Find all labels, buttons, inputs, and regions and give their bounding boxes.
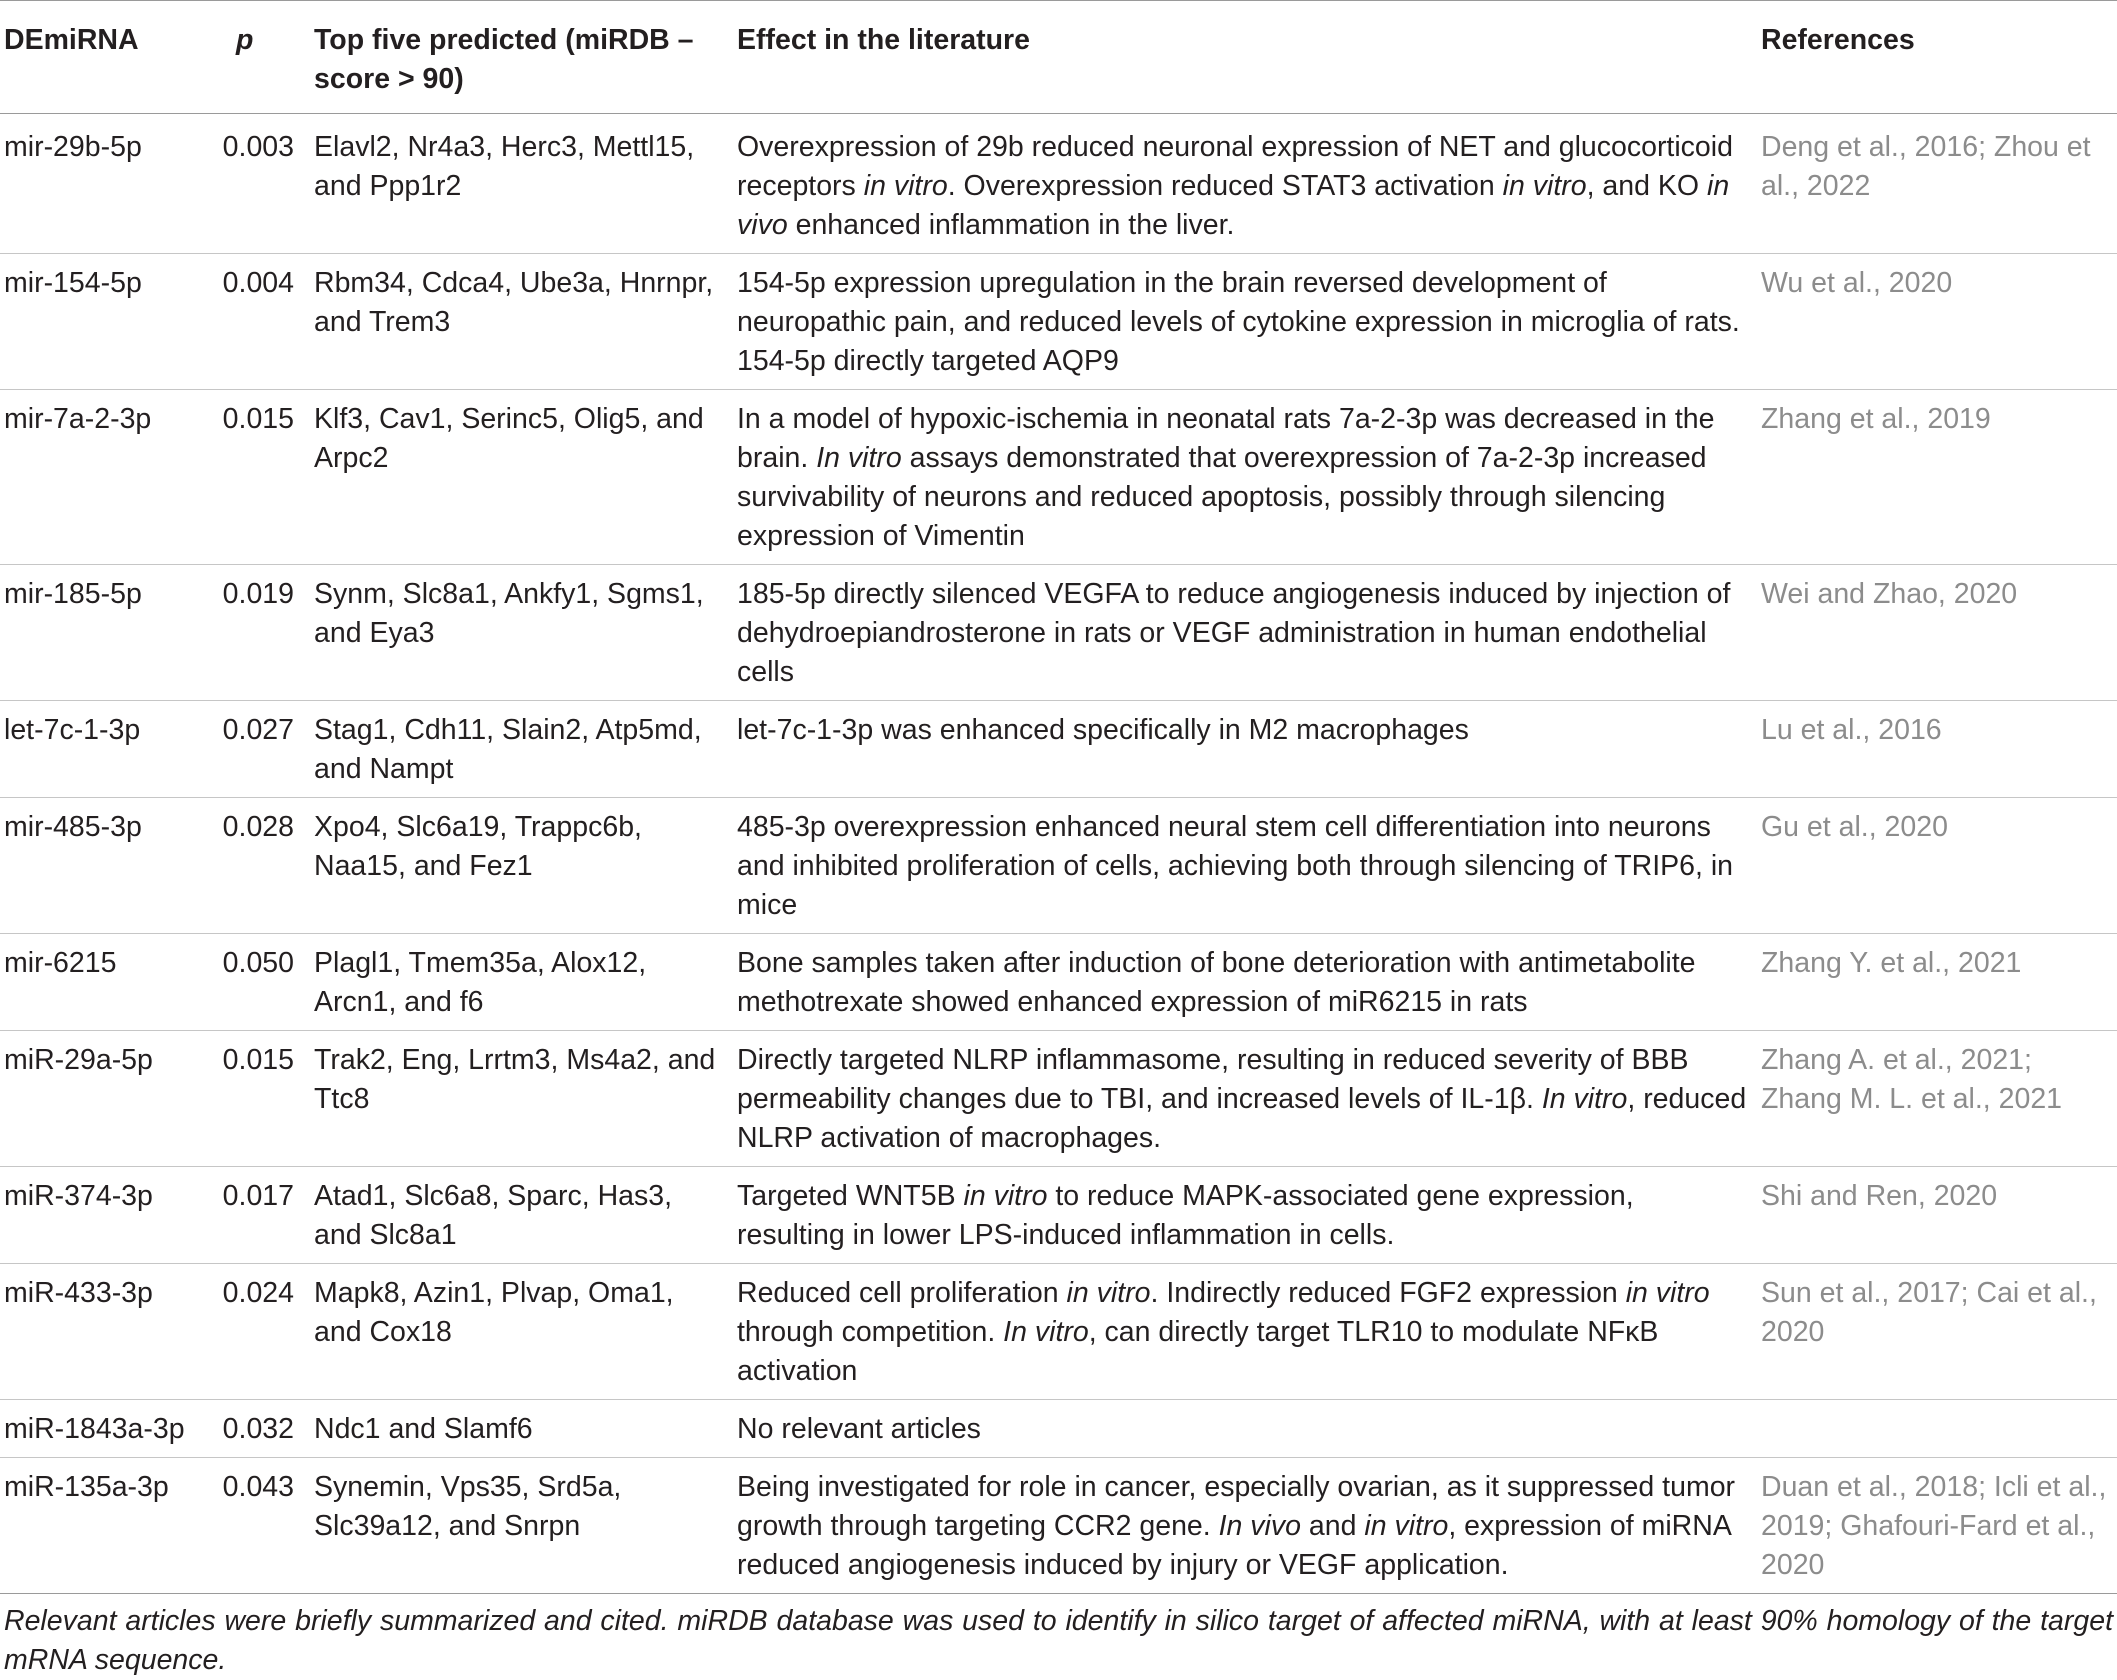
cell-references <box>1761 934 2117 1031</box>
reference-link[interactable]: Zhang Y. et al., 2021 <box>1761 947 2022 979</box>
cell-references <box>1761 565 2117 701</box>
cell-predicted-targets: Xpo4, Slc6a19, Trappc6b, Naa15, and Fez1 <box>314 798 737 934</box>
effect-text: enhanced inflammation in the liver. <box>787 209 1235 241</box>
cell-effect <box>737 1400 1761 1458</box>
effect-text: Bone samples taken after induction of bone deterioration with antimetabolite methotrexate showed enhanced expression of miR6215 in rats <box>737 947 1696 1018</box>
effect-text: 185-5p directly silenced VEGFA to reduce angiogenesis induced by injection of dehydroepiandrosterone in rats or VEGF administration in human endothelial cells <box>737 578 1731 688</box>
cell-effect <box>737 390 1761 565</box>
cell-demirna: mir-154-5p <box>0 254 214 390</box>
effect-text: Being investigated for role in cancer, especially ovarian, as it suppressed tumor growth through targeting CCR2 gene. <box>737 1471 1736 1542</box>
effect-text: , reduced NLRP activation of macrophages. <box>737 1083 1747 1154</box>
table-row <box>0 701 2117 798</box>
effect-italic-text: In vitro <box>1003 1316 1089 1348</box>
effect-text: . Overexpression reduced STAT3 activation <box>947 170 1503 202</box>
table-row <box>0 254 2117 390</box>
effect-text: to reduce MAPK-associated gene expression, resulting in lower LPS-induced inflammation in cells. <box>737 1180 1634 1251</box>
cell-references <box>1761 701 2117 798</box>
reference-link[interactable]: Deng et al., 2016 <box>1761 131 1979 163</box>
cell-p-value: 0.043 <box>214 1458 314 1594</box>
cell-predicted-targets: Trak2, Eng, Lrrtm3, Ms4a2, and Ttc8 <box>314 1031 737 1167</box>
cell-predicted-targets: Atad1, Slc6a8, Sparc, Has3, and Slc8a1 <box>314 1167 737 1264</box>
effect-text: assays demonstrated that overexpression of 7a-2-3p increased survivability of neurons and reduced apoptosis, possibly through silencing expression of Vimentin <box>737 442 1707 552</box>
reference-separator: ; <box>1978 131 1994 163</box>
cell-references <box>1761 1458 2117 1594</box>
cell-effect <box>737 254 1761 390</box>
effect-text: Targeted WNT5B <box>737 1180 964 1212</box>
cell-p-value: 0.024 <box>214 1264 314 1400</box>
effect-text: let-7c-1-3p was enhanced specifically in M2 macrophages <box>737 714 1469 746</box>
cell-effect <box>737 565 1761 701</box>
cell-effect <box>737 1458 1761 1594</box>
reference-link[interactable]: Icli et al., 2019 <box>1761 1471 2107 1542</box>
effect-italic-text: In vitro <box>816 442 902 474</box>
cell-demirna: miR-135a-3p <box>0 1458 214 1594</box>
cell-references <box>1761 798 2117 934</box>
reference-link[interactable]: Sun et al., 2017 <box>1761 1277 1961 1309</box>
cell-references <box>1761 114 2117 254</box>
effect-text: In a model of hypoxic-ischemia in neonatal rats 7a-2-3p was decreased in the brain. <box>737 403 1715 474</box>
effect-text: , can directly target TLR10 to modulate NFκB activation <box>737 1316 1659 1387</box>
cell-demirna: mir-485-3p <box>0 798 214 934</box>
cell-p-value: 0.032 <box>214 1400 314 1458</box>
cell-p-value: 0.017 <box>214 1167 314 1264</box>
effect-italic-text: in vitro <box>863 170 948 202</box>
cell-demirna: mir-7a-2-3p <box>0 390 214 565</box>
cell-effect <box>737 1167 1761 1264</box>
cell-p-value: 0.015 <box>214 390 314 565</box>
cell-demirna: miR-29a-5p <box>0 1031 214 1167</box>
cell-effect <box>737 1264 1761 1400</box>
cell-demirna: miR-1843a-3p <box>0 1400 214 1458</box>
cell-predicted-targets: Elavl2, Nr4a3, Herc3, Mettl15, and Ppp1r2 <box>314 114 737 254</box>
table-footnote: Relevant articles were briefly summarized and cited. miRDB database was used to identify in silico target of affected miRNA, with at least 90% homology of the target mRNA sequence. <box>4 1605 2113 1676</box>
cell-effect <box>737 798 1761 934</box>
cell-demirna: miR-433-3p <box>0 1264 214 1400</box>
effect-italic-text: in vitro <box>1066 1277 1151 1309</box>
reference-separator: ; <box>1824 1510 1841 1542</box>
effect-italic-text: In vitro <box>1541 1083 1628 1115</box>
reference-link[interactable]: Cai et al., 2020 <box>1761 1277 2097 1348</box>
reference-separator: ; <box>1978 1471 1994 1503</box>
effect-text: . Indirectly reduced FGF2 expression <box>1150 1277 1626 1309</box>
reference-separator: ; <box>2024 1044 2032 1076</box>
header-references: References <box>1761 1 2117 114</box>
reference-link[interactable]: Wu et al., 2020 <box>1761 267 1953 299</box>
table-row <box>0 1458 2117 1594</box>
table-row <box>0 934 2117 1031</box>
reference-link[interactable]: Shi and Ren, 2020 <box>1761 1180 1998 1212</box>
header-row <box>0 1 2117 114</box>
cell-references <box>1761 1264 2117 1400</box>
cell-demirna: let-7c-1-3p <box>0 701 214 798</box>
cell-p-value: 0.004 <box>214 254 314 390</box>
effect-text: Overexpression of 29b reduced neuronal expression of NET and glucocorticoid receptors <box>737 131 1733 202</box>
cell-p-value: 0.028 <box>214 798 314 934</box>
table-row <box>0 1167 2117 1264</box>
cell-predicted-targets: Synm, Slc8a1, Ankfy1, Sgms1, and Eya3 <box>314 565 737 701</box>
table-header <box>0 1 2117 114</box>
reference-separator: ; <box>1960 1277 1977 1309</box>
reference-link[interactable]: Zhou et al., 2022 <box>1761 131 2091 202</box>
header-p-label: p <box>236 24 254 56</box>
effect-text: 485-3p overexpression enhanced neural stem cell differentiation into neurons and inhibited proliferation of cells, achieving both through silencing of TRIP6, in mice <box>737 811 1733 921</box>
cell-p-value: 0.027 <box>214 701 314 798</box>
cell-references <box>1761 390 2117 565</box>
cell-p-value: 0.003 <box>214 114 314 254</box>
effect-italic-text: in vitro <box>1364 1510 1449 1542</box>
cell-demirna: mir-29b-5p <box>0 114 214 254</box>
table-row <box>0 114 2117 254</box>
effect-text: and <box>1301 1510 1365 1542</box>
reference-link[interactable]: Gu et al., 2020 <box>1761 811 1948 843</box>
cell-predicted-targets: Stag1, Cdh11, Slain2, Atp5md, and Nampt <box>314 701 737 798</box>
header-p-value <box>214 1 314 114</box>
cell-predicted-targets: Plagl1, Tmem35a, Alox12, Arcn1, and f6 <box>314 934 737 1031</box>
effect-text: Reduced cell proliferation <box>737 1277 1067 1309</box>
table-row <box>0 798 2117 934</box>
reference-link[interactable]: Lu et al., 2016 <box>1761 714 1942 746</box>
cell-predicted-targets: Klf3, Cav1, Serinc5, Olig5, and Arpc2 <box>314 390 737 565</box>
effect-italic-text: In vivo <box>1218 1510 1301 1542</box>
effect-text: through competition. <box>737 1316 1004 1348</box>
cell-demirna: mir-6215 <box>0 934 214 1031</box>
header-predicted-targets: Top five predicted (miRDB – score > 90) <box>314 1 737 114</box>
reference-link[interactable]: Duan et al., 2018 <box>1761 1471 1979 1503</box>
cell-predicted-targets: Mapk8, Azin1, Plvap, Oma1, and Cox18 <box>314 1264 737 1400</box>
cell-predicted-targets: Rbm34, Cdca4, Ube3a, Hnrnpr, and Trem3 <box>314 254 737 390</box>
cell-predicted-targets: Ndc1 and Slamf6 <box>314 1400 737 1458</box>
table-row <box>0 390 2117 565</box>
reference-link[interactable]: Wei and Zhao, 2020 <box>1761 578 2018 610</box>
cell-effect <box>737 114 1761 254</box>
table-row <box>0 1264 2117 1400</box>
effect-italic-text: in vitro <box>1625 1277 1710 1309</box>
effect-italic-text: in vitro <box>1502 170 1587 202</box>
cell-demirna: mir-185-5p <box>0 565 214 701</box>
cell-references <box>1761 1031 2117 1167</box>
cell-predicted-targets: Synemin, Vps35, Srd5a, Slc39a12, and Snrpn <box>314 1458 737 1594</box>
effect-italic-text: in vivo <box>737 170 1730 241</box>
table-row <box>0 1031 2117 1167</box>
cell-references <box>1761 254 2117 390</box>
effect-text: , and KO <box>1586 170 1707 202</box>
table-body <box>0 114 2117 1594</box>
cell-p-value: 0.050 <box>214 934 314 1031</box>
table-row <box>0 565 2117 701</box>
header-demirna: DEmiRNA <box>0 1 214 114</box>
effect-text: Directly targeted NLRP inflammasome, resulting in reduced severity of BBB permeability changes due to TBI, and increased levels of IL-1β. <box>737 1044 1689 1115</box>
cell-p-value: 0.015 <box>214 1031 314 1167</box>
reference-link[interactable]: Zhang M. L. et al., 2021 <box>1761 1083 2063 1115</box>
effect-text: No relevant articles <box>737 1413 981 1445</box>
cell-demirna: miR-374-3p <box>0 1167 214 1264</box>
cell-p-value: 0.019 <box>214 565 314 701</box>
cell-references <box>1761 1167 2117 1264</box>
reference-link[interactable]: Zhang A. et al., 2021 <box>1761 1044 2025 1076</box>
table-row <box>0 1400 2117 1458</box>
header-effect: Effect in the literature <box>737 1 1761 114</box>
cell-effect <box>737 1031 1761 1167</box>
effect-text: 154-5p expression upregulation in the brain reversed development of neuropathic pain, and reduced levels of cytokine expression in microglia of rats. 154-5p directly targeted AQP9 <box>737 267 1740 377</box>
cell-effect <box>737 701 1761 798</box>
reference-link[interactable]: Ghafouri-Fard et al., 2020 <box>1761 1510 2096 1581</box>
effect-text: , expression of miRNA reduced angiogenesis induced by injury or VEGF application. <box>737 1510 1731 1581</box>
cell-effect <box>737 934 1761 1031</box>
effect-italic-text: in vitro <box>963 1180 1048 1212</box>
cell-references <box>1761 1400 2117 1458</box>
reference-link[interactable]: Zhang et al., 2019 <box>1761 403 1991 435</box>
